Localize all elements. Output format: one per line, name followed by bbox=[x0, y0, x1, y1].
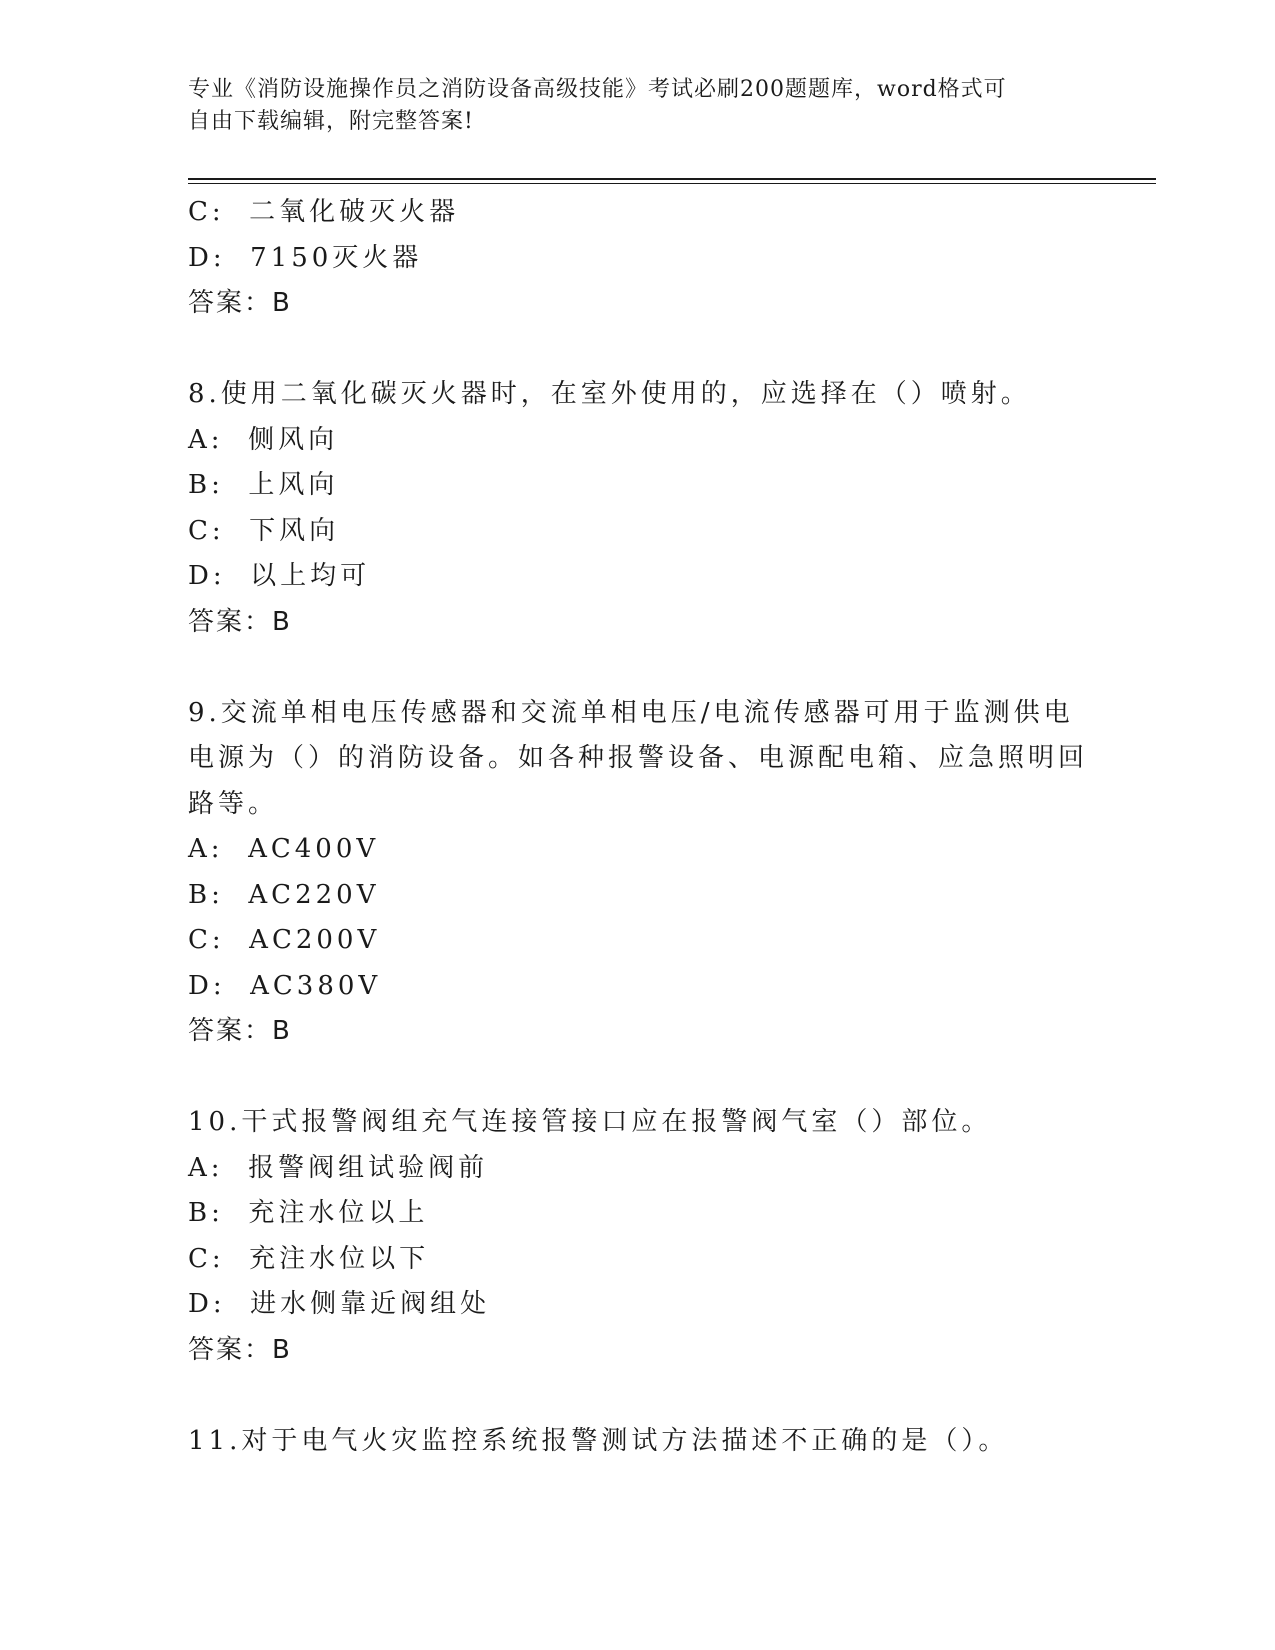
option-c: C: AC200V bbox=[188, 925, 381, 955]
answer-line: 答案：B bbox=[188, 1334, 292, 1365]
spacer bbox=[188, 1373, 1088, 1419]
header-divider-thin bbox=[188, 183, 1156, 184]
option-a: A: 报警阀组试验阀前 bbox=[188, 1152, 489, 1183]
question-text: 8.使用二氧化碳灭火器时，在室外使用的，应选择在（）喷射。 bbox=[188, 379, 1031, 409]
option-d: D: AC380V bbox=[188, 970, 382, 1001]
option-b: B: 上风向 bbox=[188, 470, 339, 500]
spacer bbox=[188, 1055, 1088, 1101]
answer-line: 答案：B bbox=[188, 606, 292, 637]
question-10 bbox=[188, 1100, 1088, 1373]
question-text: 9.交流单相电压传感器和交流单相电压/电流传感器可用于监测供电电源为（）的消防设备。如各种报警设备、电源配电箱、应急照明回路等。 bbox=[188, 697, 1089, 819]
option-d: D: 以上均可 bbox=[188, 561, 371, 591]
option-c: C: 充注水位以下 bbox=[188, 1243, 430, 1274]
question-text: 11.对于电气火灾监控系统报警测试方法描述不正确的是（）。 bbox=[188, 1425, 1009, 1456]
option-b: B: 充注水位以上 bbox=[188, 1198, 429, 1228]
answer-line: 答案：B bbox=[188, 1016, 292, 1046]
question-content bbox=[188, 190, 1088, 1464]
option-c: C: 下风向 bbox=[188, 515, 340, 546]
spacer bbox=[188, 645, 1088, 691]
answer-line: 答案：B bbox=[188, 288, 292, 318]
header-divider-thick bbox=[188, 178, 1156, 180]
question-7-tail bbox=[188, 190, 1088, 327]
option-d: D: 进水侧靠近阀组处 bbox=[188, 1289, 491, 1319]
question-11 bbox=[188, 1419, 1088, 1465]
question-9 bbox=[188, 691, 1088, 1055]
option-c: C: 二氧化破灭火器 bbox=[188, 197, 460, 227]
header-line-1: 专业《消防设施操作员之消防设备高级技能》考试必刷200题题库，word格式可 bbox=[188, 77, 1007, 102]
page-header bbox=[188, 74, 1068, 138]
option-b: B: AC220V bbox=[188, 879, 380, 910]
option-d: D: 7150灭火器 bbox=[188, 242, 423, 273]
header-line-2: 自由下载编辑，附完整答案! bbox=[188, 109, 474, 134]
option-a: A: 侧风向 bbox=[188, 424, 339, 455]
question-8 bbox=[188, 372, 1088, 645]
spacer bbox=[188, 327, 1088, 373]
question-text: 10.干式报警阀组充气连接管接口应在报警阀气室（）部位。 bbox=[188, 1107, 992, 1137]
option-a: A: AC400V bbox=[188, 834, 380, 864]
